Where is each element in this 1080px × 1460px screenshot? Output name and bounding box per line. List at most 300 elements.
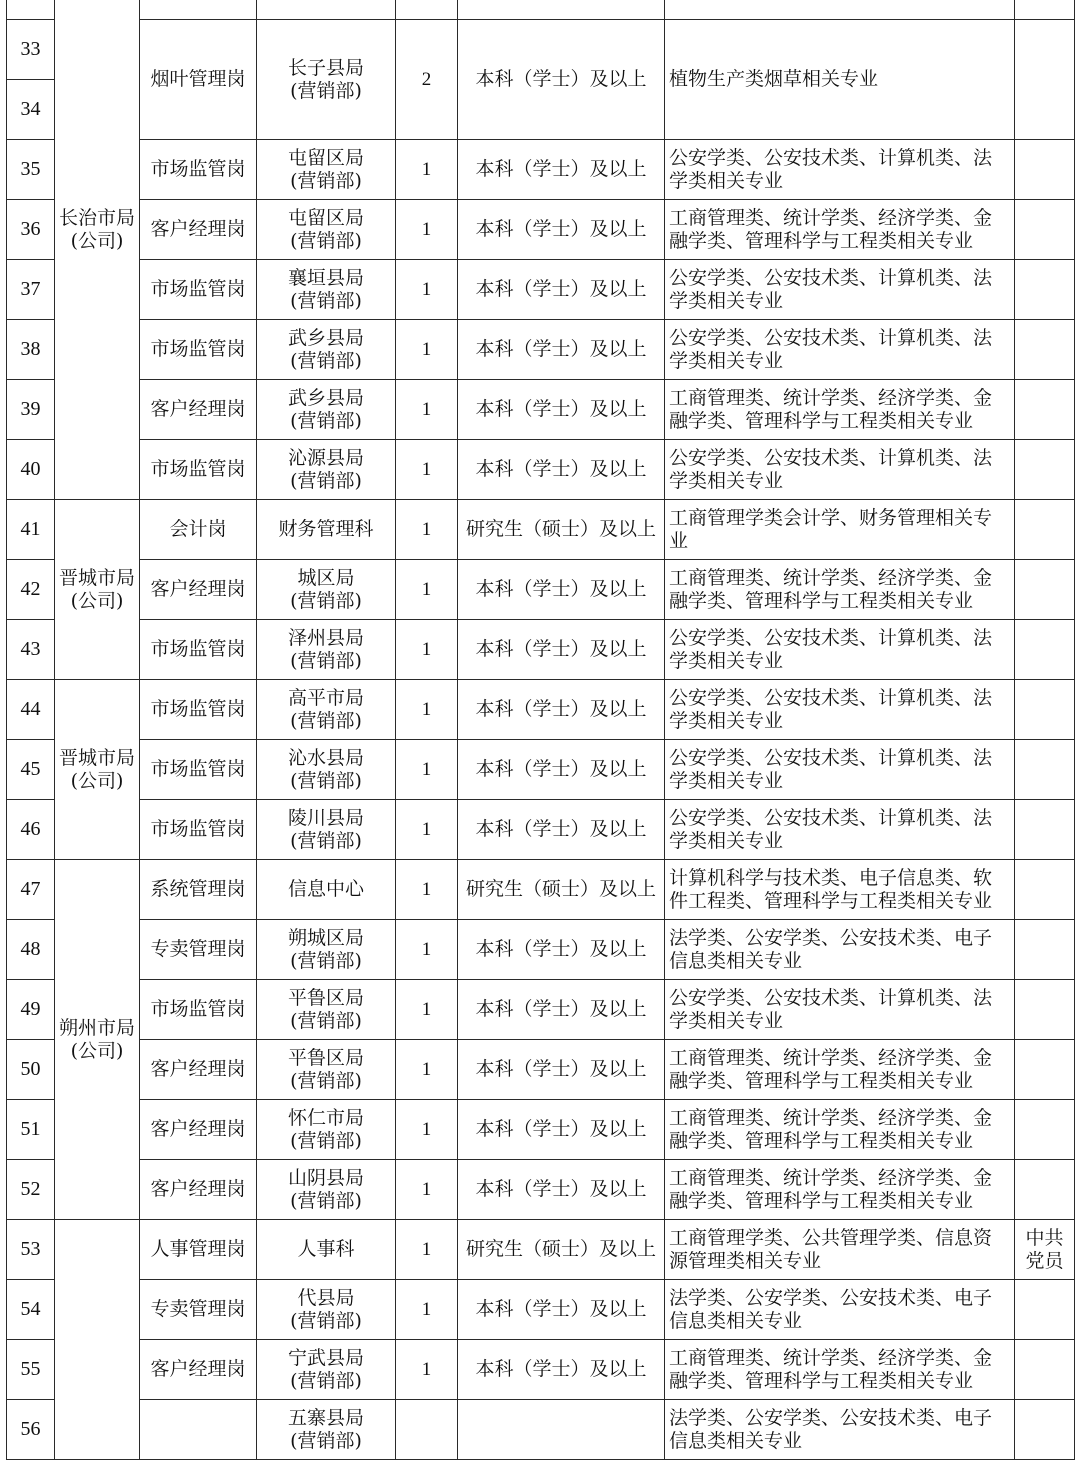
- major-line: 工商管理类、统计学类、经济学类、金: [669, 566, 993, 589]
- other-requirement-cell: [1015, 1160, 1075, 1220]
- major-line: 法学类、公安学类、公安技术类、电子: [669, 926, 993, 949]
- major-line: 融学类、管理科学与工程类相关专业: [669, 1129, 974, 1152]
- other-requirement-cell: [1015, 440, 1075, 500]
- row-number-text: 44: [20, 698, 41, 720]
- major-cell: [665, 260, 1015, 320]
- education-requirement: 本科（学士）及以上: [475, 1298, 647, 1320]
- row-number-text: 39: [20, 398, 41, 420]
- department-cell: [257, 560, 396, 620]
- department-line: (营销部): [290, 1309, 362, 1332]
- department-cell: [257, 20, 396, 140]
- major-line: 工商管理类、统计学类、经济学类、金: [669, 1346, 993, 1369]
- post-cell: [140, 0, 257, 20]
- post-cell: [140, 440, 257, 500]
- major-line: 工商管理类、统计学类、经济学类、金: [669, 386, 993, 409]
- recruitment-table-sheet: [6, 0, 1074, 1452]
- post-cell: [140, 260, 257, 320]
- major-cell: [665, 20, 1015, 140]
- department-cell: [257, 800, 396, 860]
- headcount-cell: [396, 980, 458, 1040]
- major-line: 计算机科学与技术类、电子信息类、软: [669, 866, 993, 889]
- post-name: 市场监管岗: [150, 758, 246, 780]
- department-line: 屯留区局: [287, 206, 364, 229]
- post-name: 客户经理岗: [150, 1058, 246, 1080]
- major-cell: [665, 1100, 1015, 1160]
- headcount-value: 1: [421, 999, 432, 1020]
- row-number: [7, 980, 55, 1040]
- other-requirement-line: 党员: [1025, 1249, 1064, 1272]
- major-line: 工商管理学类、公共管理学类、信息资: [669, 1226, 993, 1249]
- headcount-value: 1: [421, 1299, 432, 1320]
- table-row: [7, 680, 1075, 740]
- major-line: 融学类、管理科学与工程类相关专业: [669, 589, 974, 612]
- department-line: 平鲁区局: [287, 986, 364, 1009]
- row-number-text: 38: [20, 338, 41, 360]
- department-cell: [257, 1220, 396, 1280]
- department-line: (营销部): [290, 1129, 362, 1152]
- post-name: 市场监管岗: [150, 818, 246, 840]
- other-requirement-cell: [1015, 200, 1075, 260]
- row-number-text: 50: [20, 1058, 41, 1080]
- headcount-value: 2: [421, 69, 432, 90]
- post-cell: [140, 500, 257, 560]
- table-row: [7, 260, 1075, 320]
- unit-name: 晋城市局: [58, 566, 135, 589]
- department-line: 襄垣县局: [287, 266, 364, 289]
- row-number-text: 46: [20, 818, 41, 840]
- headcount-cell: [396, 380, 458, 440]
- education-cell: [458, 0, 665, 20]
- row-number-text: 36: [20, 218, 41, 240]
- headcount-value: 1: [421, 339, 432, 360]
- row-number: [7, 860, 55, 920]
- row-number-text: 41: [20, 518, 41, 540]
- major-line: 公安学类、公安技术类、计算机类、法: [669, 146, 993, 169]
- headcount-cell: [396, 860, 458, 920]
- education-cell: [458, 740, 665, 800]
- department-line: 长子县局: [287, 56, 364, 79]
- row-number: [7, 1280, 55, 1340]
- major-line: 学类相关专业: [669, 289, 784, 312]
- row-number: [7, 920, 55, 980]
- table-row: [7, 920, 1075, 980]
- department-cell: [257, 260, 396, 320]
- row-number-text: 34: [20, 98, 41, 120]
- department-line: 信息中心: [287, 878, 364, 900]
- post-name: 客户经理岗: [150, 398, 246, 420]
- other-requirement-cell: [1015, 1100, 1075, 1160]
- post-name: 市场监管岗: [150, 278, 246, 300]
- post-cell: [140, 140, 257, 200]
- department-cell: [257, 920, 396, 980]
- headcount-value: 1: [421, 219, 432, 240]
- department-line: 陵川县局: [287, 806, 364, 829]
- row-number-text: 33: [20, 38, 41, 60]
- row-number: [7, 380, 55, 440]
- row-number-text: 48: [20, 938, 41, 960]
- education-requirement: 本科（学士）及以上: [475, 68, 647, 90]
- major-cell: [665, 1040, 1015, 1100]
- major-line: 工商管理类、统计学类、经济学类、金: [669, 206, 993, 229]
- education-requirement: 本科（学士）及以上: [475, 158, 647, 180]
- post-name: 客户经理岗: [150, 1178, 246, 1200]
- education-cell: [458, 20, 665, 140]
- post-cell: [140, 620, 257, 680]
- department-cell: [257, 320, 396, 380]
- post-cell: [140, 1400, 257, 1460]
- table-row: [7, 980, 1075, 1040]
- unit-name: 朔州市局: [58, 1016, 135, 1039]
- major-line: 学类相关专业: [669, 829, 784, 852]
- table-row: [7, 860, 1075, 920]
- education-cell: [458, 680, 665, 740]
- education-cell: [458, 320, 665, 380]
- headcount-cell: [396, 920, 458, 980]
- headcount-value: 1: [421, 1359, 432, 1380]
- department-line: (营销部): [290, 769, 362, 792]
- row-number-text: 47: [20, 878, 41, 900]
- major-cell: [665, 1160, 1015, 1220]
- row-number: [7, 1220, 55, 1280]
- row-number-text: 51: [20, 1118, 41, 1140]
- major-line: 公安学类、公安技术类、计算机类、法: [669, 266, 993, 289]
- table-row: [7, 1340, 1075, 1400]
- major-line: 法学类、公安学类、公安技术类、电子: [669, 1286, 993, 1309]
- headcount-value: 1: [421, 519, 432, 540]
- headcount-cell: [396, 320, 458, 380]
- major-cell: [665, 980, 1015, 1040]
- department-line: (营销部): [290, 1009, 362, 1032]
- row-number: [7, 620, 55, 680]
- row-number: [7, 0, 55, 20]
- row-number: [7, 1400, 55, 1460]
- education-requirement: 本科（学士）及以上: [475, 218, 647, 240]
- major-cell: [665, 0, 1015, 20]
- table-row: [7, 1100, 1075, 1160]
- major-line: 学类相关专业: [669, 169, 784, 192]
- other-requirement-cell: [1015, 1340, 1075, 1400]
- headcount-cell: [396, 20, 458, 140]
- department-cell: [257, 1400, 396, 1460]
- education-requirement: 本科（学士）及以上: [475, 338, 647, 360]
- headcount-value: 1: [421, 639, 432, 660]
- post-name: 客户经理岗: [150, 1118, 246, 1140]
- row-number-text: 54: [20, 1298, 41, 1320]
- department-line: 五寨县局: [287, 1406, 364, 1429]
- education-cell: [458, 140, 665, 200]
- major-cell: [665, 1280, 1015, 1340]
- row-number: [7, 440, 55, 500]
- department-line: 高平市局: [287, 686, 364, 709]
- major-cell: [665, 920, 1015, 980]
- row-number: [7, 260, 55, 320]
- recruitment-table: [6, 0, 1075, 1460]
- education-requirement: 本科（学士）及以上: [475, 758, 647, 780]
- department-line: (营销部): [290, 1369, 362, 1392]
- department-line: 朔城区局: [287, 926, 364, 949]
- other-requirement-cell: [1015, 920, 1075, 980]
- post-name: 专卖管理岗: [150, 1298, 246, 1320]
- department-line: 宁武县局: [287, 1346, 364, 1369]
- department-cell: [257, 380, 396, 440]
- row-number-text: 55: [20, 1358, 41, 1380]
- post-name: 会计岗: [169, 518, 227, 540]
- table-row: [7, 1220, 1075, 1280]
- table-row: [7, 140, 1075, 200]
- table-row: [7, 620, 1075, 680]
- major-cell: [665, 380, 1015, 440]
- education-cell: [458, 860, 665, 920]
- education-requirement: 本科（学士）及以上: [475, 578, 647, 600]
- post-name: 市场监管岗: [150, 638, 246, 660]
- other-requirement-line: 中共: [1025, 1226, 1064, 1249]
- major-line: 融学类、管理科学与工程类相关专业: [669, 409, 974, 432]
- major-cell: [665, 440, 1015, 500]
- department-line: (营销部): [290, 289, 362, 312]
- department-cell: [257, 740, 396, 800]
- headcount-cell: [396, 1280, 458, 1340]
- row-number: [7, 140, 55, 200]
- row-number-text: 52: [20, 1178, 41, 1200]
- row-number-text: 37: [20, 278, 41, 300]
- education-requirement: 本科（学士）及以上: [475, 278, 647, 300]
- major-cell: [665, 1340, 1015, 1400]
- unit-cell: [55, 0, 140, 500]
- education-requirement: 本科（学士）及以上: [475, 1178, 647, 1200]
- post-cell: [140, 1160, 257, 1220]
- major-cell: [665, 800, 1015, 860]
- headcount-value: 1: [421, 459, 432, 480]
- major-line: 植物生产类烟草相关专业: [669, 68, 879, 90]
- unit-cell: [55, 500, 140, 680]
- post-name: 专卖管理岗: [150, 938, 246, 960]
- major-line: 学类相关专业: [669, 469, 784, 492]
- row-number-text: 53: [20, 1238, 41, 1260]
- post-cell: [140, 740, 257, 800]
- row-number: [7, 560, 55, 620]
- post-name: 人事管理岗: [150, 1238, 246, 1260]
- department-cell: [257, 0, 396, 20]
- department-line: 武乡县局: [287, 326, 364, 349]
- post-cell: [140, 680, 257, 740]
- major-cell: [665, 860, 1015, 920]
- education-cell: [458, 1280, 665, 1340]
- major-line: 信息类相关专业: [669, 949, 803, 972]
- major-cell: [665, 1400, 1015, 1460]
- other-requirement-cell: [1015, 860, 1075, 920]
- post-cell: [140, 860, 257, 920]
- other-requirement-cell: [1015, 0, 1075, 20]
- headcount-cell: [396, 1040, 458, 1100]
- headcount-value: 1: [421, 879, 432, 900]
- major-line: 融学类、管理科学与工程类相关专业: [669, 229, 974, 252]
- other-requirement-cell: [1015, 380, 1075, 440]
- post-cell: [140, 560, 257, 620]
- other-requirement-cell: [1015, 560, 1075, 620]
- headcount-value: 1: [421, 279, 432, 300]
- department-line: 屯留区局: [287, 146, 364, 169]
- headcount-value: 1: [421, 1059, 432, 1080]
- major-line: 工商管理类、统计学类、经济学类、金: [669, 1046, 993, 1069]
- department-line: 平鲁区局: [287, 1046, 364, 1069]
- other-requirement-cell: [1015, 500, 1075, 560]
- unit-cell: [55, 1220, 140, 1460]
- headcount-cell: [396, 1160, 458, 1220]
- department-line: (营销部): [290, 709, 362, 732]
- major-line: 工商管理学类会计学、财务管理相关专: [669, 506, 993, 529]
- table-row: [7, 1400, 1075, 1460]
- major-cell: [665, 680, 1015, 740]
- department-cell: [257, 1340, 396, 1400]
- major-line: 学类相关专业: [669, 1009, 784, 1032]
- other-requirement-cell: [1015, 620, 1075, 680]
- department-line: 沁水县局: [287, 746, 364, 769]
- major-line: 学类相关专业: [669, 769, 784, 792]
- department-line: (营销部): [290, 829, 362, 852]
- education-cell: [458, 800, 665, 860]
- row-number: [7, 1160, 55, 1220]
- unit-name: (公司): [70, 769, 124, 792]
- post-cell: [140, 920, 257, 980]
- education-cell: [458, 920, 665, 980]
- row-number-text: 40: [20, 458, 41, 480]
- headcount-cell: [396, 620, 458, 680]
- table-row: [7, 200, 1075, 260]
- post-name: 市场监管岗: [150, 998, 246, 1020]
- major-cell: [665, 620, 1015, 680]
- education-requirement: 本科（学士）及以上: [475, 1358, 647, 1380]
- major-cell: [665, 1220, 1015, 1280]
- row-number: [7, 500, 55, 560]
- row-number: [7, 740, 55, 800]
- other-requirement-cell: [1015, 1220, 1075, 1280]
- post-name: 系统管理岗: [150, 878, 246, 900]
- department-cell: [257, 500, 396, 560]
- major-line: 公安学类、公安技术类、计算机类、法: [669, 626, 993, 649]
- department-line: 泽州县局: [287, 626, 364, 649]
- table-row: [7, 800, 1075, 860]
- major-cell: [665, 200, 1015, 260]
- row-number: [7, 1100, 55, 1160]
- headcount-cell: [396, 500, 458, 560]
- education-cell: [458, 1220, 665, 1280]
- education-requirement: 本科（学士）及以上: [475, 938, 647, 960]
- department-cell: [257, 200, 396, 260]
- headcount-cell: [396, 0, 458, 20]
- headcount-cell: [396, 1400, 458, 1460]
- unit-name: 长治市局: [58, 206, 135, 229]
- major-line: 公安学类、公安技术类、计算机类、法: [669, 326, 993, 349]
- major-line: 信息类相关专业: [669, 1309, 803, 1332]
- education-cell: [458, 380, 665, 440]
- unit-cell: [55, 680, 140, 860]
- major-line: 公安学类、公安技术类、计算机类、法: [669, 446, 993, 469]
- table-row: [7, 1280, 1075, 1340]
- department-cell: [257, 680, 396, 740]
- department-line: 人事科: [297, 1238, 355, 1260]
- major-line: 学类相关专业: [669, 649, 784, 672]
- post-cell: [140, 200, 257, 260]
- major-line: 融学类、管理科学与工程类相关专业: [669, 1069, 974, 1092]
- other-requirement-cell: [1015, 140, 1075, 200]
- major-cell: [665, 320, 1015, 380]
- department-line: (营销部): [290, 79, 362, 102]
- department-line: 武乡县局: [287, 386, 364, 409]
- education-cell: [458, 1400, 665, 1460]
- education-requirement: 本科（学士）及以上: [475, 638, 647, 660]
- headcount-cell: [396, 1340, 458, 1400]
- education-requirement: 本科（学士）及以上: [475, 818, 647, 840]
- headcount-value: 1: [421, 759, 432, 780]
- headcount-value: 1: [421, 699, 432, 720]
- education-requirement: 研究生（硕士）及以上: [465, 518, 656, 540]
- major-line: 公安学类、公安技术类、计算机类、法: [669, 746, 993, 769]
- row-number: [7, 1340, 55, 1400]
- headcount-cell: [396, 1100, 458, 1160]
- row-number-text: 42: [20, 578, 41, 600]
- unit-name: 晋城市局: [58, 746, 135, 769]
- other-requirement-cell: [1015, 980, 1075, 1040]
- unit-cell: [55, 860, 140, 1220]
- row-number-text: 35: [20, 158, 41, 180]
- department-line: (营销部): [290, 349, 362, 372]
- table-row: [7, 440, 1075, 500]
- row-number-text: 43: [20, 638, 41, 660]
- post-name: 市场监管岗: [150, 458, 246, 480]
- education-cell: [458, 620, 665, 680]
- education-requirement: 本科（学士）及以上: [475, 998, 647, 1020]
- headcount-value: 1: [421, 1119, 432, 1140]
- headcount-cell: [396, 200, 458, 260]
- major-cell: [665, 560, 1015, 620]
- unit-name: (公司): [70, 589, 124, 612]
- other-requirement-cell: [1015, 740, 1075, 800]
- department-cell: [257, 620, 396, 680]
- post-cell: [140, 20, 257, 140]
- headcount-value: 1: [421, 1239, 432, 1260]
- table-row: [7, 380, 1075, 440]
- department-cell: [257, 1040, 396, 1100]
- department-cell: [257, 1160, 396, 1220]
- row-number: [7, 800, 55, 860]
- table-row: [7, 1040, 1075, 1100]
- unit-name: (公司): [70, 1039, 124, 1062]
- major-line: 工商管理类、统计学类、经济学类、金: [669, 1106, 993, 1129]
- department-line: (营销部): [290, 589, 362, 612]
- post-cell: [140, 1100, 257, 1160]
- other-requirement-cell: [1015, 320, 1075, 380]
- education-cell: [458, 980, 665, 1040]
- department-line: 代县局: [297, 1286, 355, 1309]
- headcount-value: 1: [421, 159, 432, 180]
- department-line: (营销部): [290, 169, 362, 192]
- row-number-text: 45: [20, 758, 41, 780]
- post-cell: [140, 1040, 257, 1100]
- major-line: 件工程类、管理科学与工程类相关专业: [669, 889, 993, 912]
- education-cell: [458, 440, 665, 500]
- headcount-value: 1: [421, 399, 432, 420]
- education-cell: [458, 1100, 665, 1160]
- department-line: 沁源县局: [287, 446, 364, 469]
- major-line: 信息类相关专业: [669, 1429, 803, 1452]
- table-row: [7, 560, 1075, 620]
- headcount-cell: [396, 800, 458, 860]
- table-row: [7, 740, 1075, 800]
- education-cell: [458, 1340, 665, 1400]
- other-requirement-cell: [1015, 260, 1075, 320]
- row-number: [7, 680, 55, 740]
- major-cell: [665, 140, 1015, 200]
